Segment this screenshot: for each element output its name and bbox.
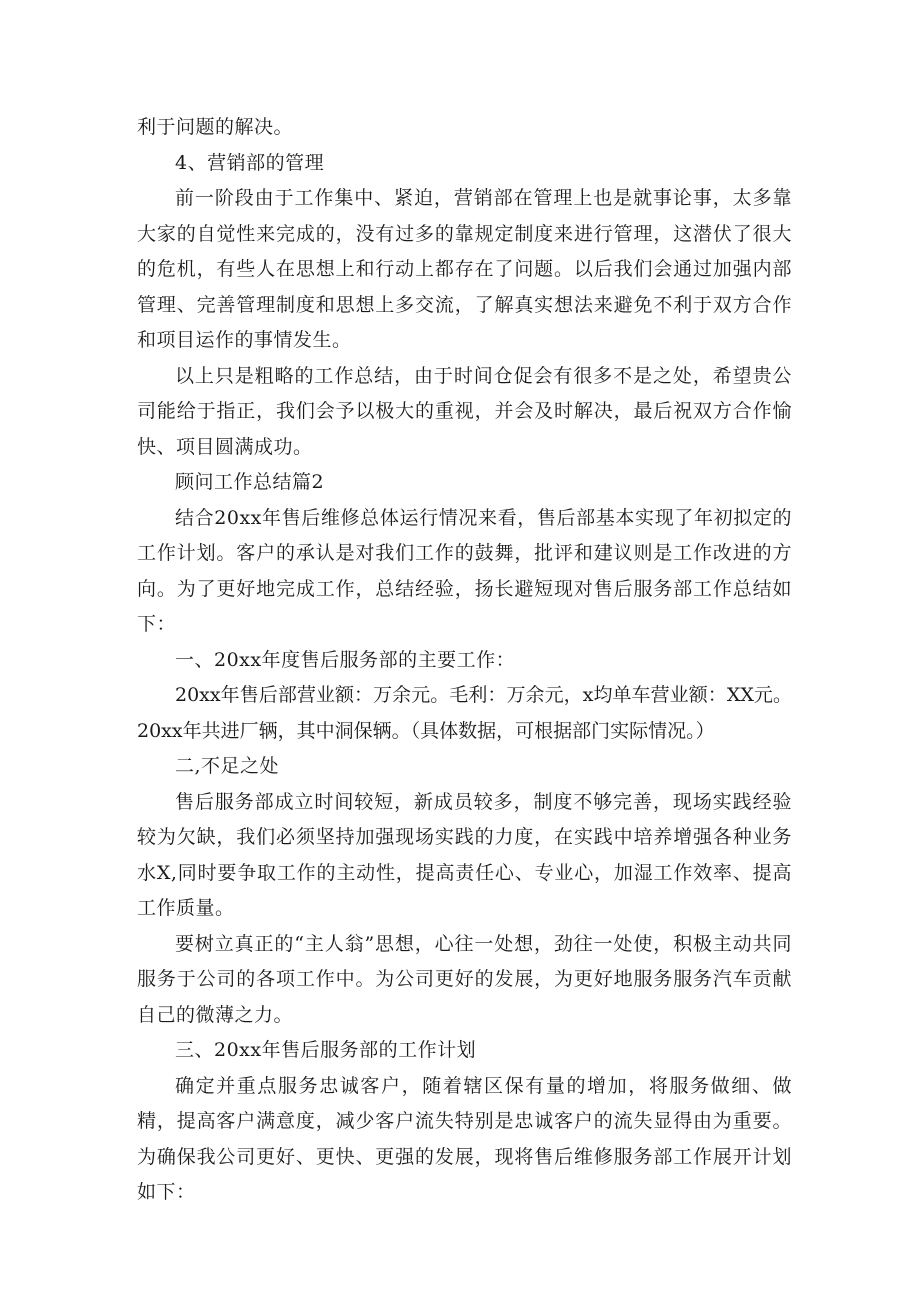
section-heading-work-plan: 三、20xx年售后服务部的工作计划 bbox=[175, 1039, 477, 1061]
paragraph-continuation: 利于问题的解决。 bbox=[137, 116, 294, 138]
section-heading-shortcomings: 二,不足之处 bbox=[175, 755, 280, 777]
paragraph-work-plan: 确定并重点服务忠诚客户，随着辖区保有量的增加，将服务做细、做精，提高客户满意度，减少客户流失特别是忠诚客户的流失显得由为重要。为确保我公司更好、更快、更强的发展，现将售后维修服务部工作展开计划如下： bbox=[137, 1074, 792, 1203]
paragraph-shortcomings: 售后服务部成立时间较短，新成员较多，制度不够完善，现场实践经验较为欠缺，我们必须坚持加强现场实践的力度，在实践中培养增强各种业务水X,同时要争取工作的主动性，提高责任心、专业心，加湿工作效率、提高工作质量。 bbox=[137, 790, 792, 919]
section-heading-main-work: 一、20xx年度售后服务部的主要工作： bbox=[175, 648, 516, 671]
paragraph-revenue: 20xx年售后部营业额：万余元。毛利：万余元，x均单车营业额：XX元。20xx年共进厂辆，其中洞保辆。（具体数据，可根据部门实际情况。） bbox=[137, 684, 792, 742]
paragraph-marketing-management: 前一阶段由于工作集中、紧迫，营销部在管理上也是就事论事，太多靠大家的自觉性来完成的，没有过多的靠规定制度来进行管理，这潜伏了很大的危机，有些人在思想上和行动上都存在了问题。以后我们会通过加强内部管理、完善管理制度和思想上多交流，了解真实想法来避免不利于双方合作和项目运作的事情发生。 bbox=[137, 187, 792, 351]
paragraph-intro: 结合20xx年售后维修总体运行情况来看，售后部基本实现了年初拟定的工作计划。客户的承认是对我们工作的鼓舞，批评和建议则是工作改进的方向。为了更好地完成工作，总结经验，扬长避短现对售后服务部工作总结如下： bbox=[137, 506, 792, 635]
document-body bbox=[137, 110, 792, 1211]
section-heading-marketing: 4、营销部的管理 bbox=[175, 151, 325, 174]
paragraph-ownership: 要树立真正的“主人翁”思想，心往一处想，劲往一处使，积极主动共同服务于公司的各项工作中。为公司更好的发展，为更好地服务服务汽车贡献自己的微薄之力。 bbox=[137, 932, 792, 1026]
paragraph-conclusion: 以上只是粗略的工作总结，由于时间仓促会有很多不是之处，希望贵公司能给于指正，我们会予以极大的重视，并会及时解决，最后祝双方合作愉快、项目圆满成功。 bbox=[137, 364, 792, 458]
article-title: 顾问工作总结篇2 bbox=[175, 471, 325, 493]
